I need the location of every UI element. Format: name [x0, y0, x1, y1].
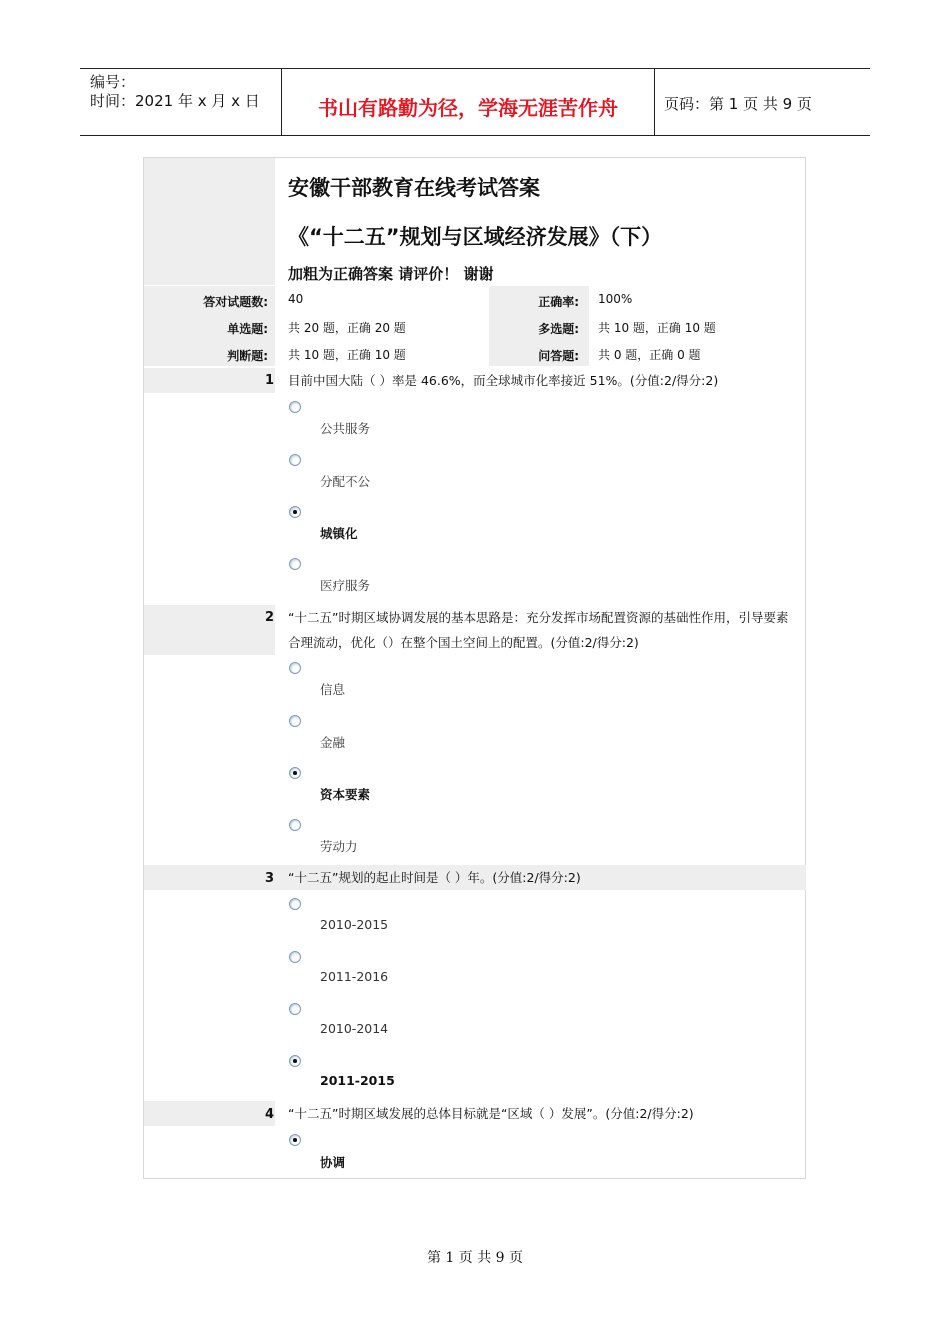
correct-option-label: 城镇化 [320, 526, 358, 541]
correct-option-label: 2011-2015 [320, 1073, 395, 1088]
selected-option-radio[interactable] [289, 1134, 301, 1146]
option-radio[interactable] [289, 662, 301, 674]
correct-count-label: 答对试题数: [203, 295, 268, 309]
option-radio[interactable] [289, 454, 301, 466]
single-choice-label: 单选题: [227, 322, 268, 336]
question-number: 3 [264, 871, 274, 886]
option-radio[interactable] [289, 558, 301, 570]
exam-title: 安徽干部教育在线考试答案 [288, 176, 540, 200]
header-page-label: 页码：第 1 页 共 9 页 [664, 95, 812, 113]
correct-option-label: 资本要素 [320, 787, 371, 802]
option-radio[interactable] [289, 715, 301, 727]
true-false-label: 判断题: [227, 349, 268, 363]
question-text: “十二五”规划的起止时间是（ ）年。(分值:2/得分:2) [288, 870, 581, 885]
option-label: 2010-2015 [320, 917, 389, 932]
selected-option-radio[interactable] [289, 1055, 301, 1067]
question-text-line: 合理流动，优化（）在整个国土空间上的配置。(分值:2/得分:2) [288, 635, 639, 650]
header-motto: 书山有路勤为径，学海无涯苦作舟 [318, 96, 618, 120]
question-number: 2 [264, 610, 274, 625]
course-title: 《“十二五”规划与区域经济发展》（下） [288, 225, 663, 249]
option-label: 公共服务 [320, 421, 371, 436]
document-number-label: 编号： [90, 73, 136, 91]
header-divider [654, 68, 655, 136]
question-text: “十二五”时期区域发展的总体目标就是“区域（ ）发展”。(分值:2/得分:2) [288, 1106, 694, 1121]
option-radio[interactable] [289, 401, 301, 413]
question-number: 1 [264, 373, 274, 388]
page-footer: 第 1 页 共 9 页 [426, 1250, 524, 1266]
question-text-line: “十二五”时期区域协调发展的基本思路是：充分发挥市场配置资源的基础性作用，引导要素 [288, 610, 789, 625]
correct-option-label: 协调 [320, 1155, 346, 1170]
accuracy-value: 100% [598, 292, 633, 306]
essay-value: 共 0 题，正确 0 题 [598, 348, 701, 362]
single-choice-value: 共 20 题，正确 20 题 [288, 321, 406, 335]
essay-label: 问答题: [538, 349, 579, 363]
question-text: 目前中国大陆（ ）率是 46.6%，而全球城市化率接近 51%。(分值:2/得分:2) [288, 373, 719, 388]
question-number: 4 [264, 1107, 274, 1122]
selected-option-radio[interactable] [289, 767, 301, 779]
option-label: 分配不公 [320, 474, 371, 489]
option-label: 医疗服务 [320, 578, 371, 593]
option-radio[interactable] [289, 898, 301, 910]
option-radio[interactable] [289, 1003, 301, 1015]
option-label: 金融 [320, 735, 346, 750]
exam-subtitle: 加粗为正确答案 请评价！ 谢谢 [288, 265, 494, 283]
multi-choice-label: 多选题: [538, 322, 579, 336]
option-label: 劳动力 [320, 839, 358, 854]
option-radio[interactable] [289, 951, 301, 963]
multi-choice-value: 共 10 题，正确 10 题 [598, 321, 716, 335]
option-label: 2010-2014 [320, 1021, 389, 1036]
title-side-panel [144, 158, 275, 285]
header-bottom-rule [80, 135, 870, 136]
option-label: 信息 [320, 682, 346, 697]
header-top-rule [80, 68, 870, 69]
option-radio[interactable] [289, 819, 301, 831]
true-false-value: 共 10 题，正确 10 题 [288, 348, 406, 362]
document-time-label: 时间：2021 年 x 月 x 日 [90, 92, 260, 110]
selected-option-radio[interactable] [289, 506, 301, 518]
correct-count-value: 40 [288, 292, 304, 306]
option-label: 2011-2016 [320, 969, 389, 984]
accuracy-label: 正确率: [538, 295, 579, 309]
